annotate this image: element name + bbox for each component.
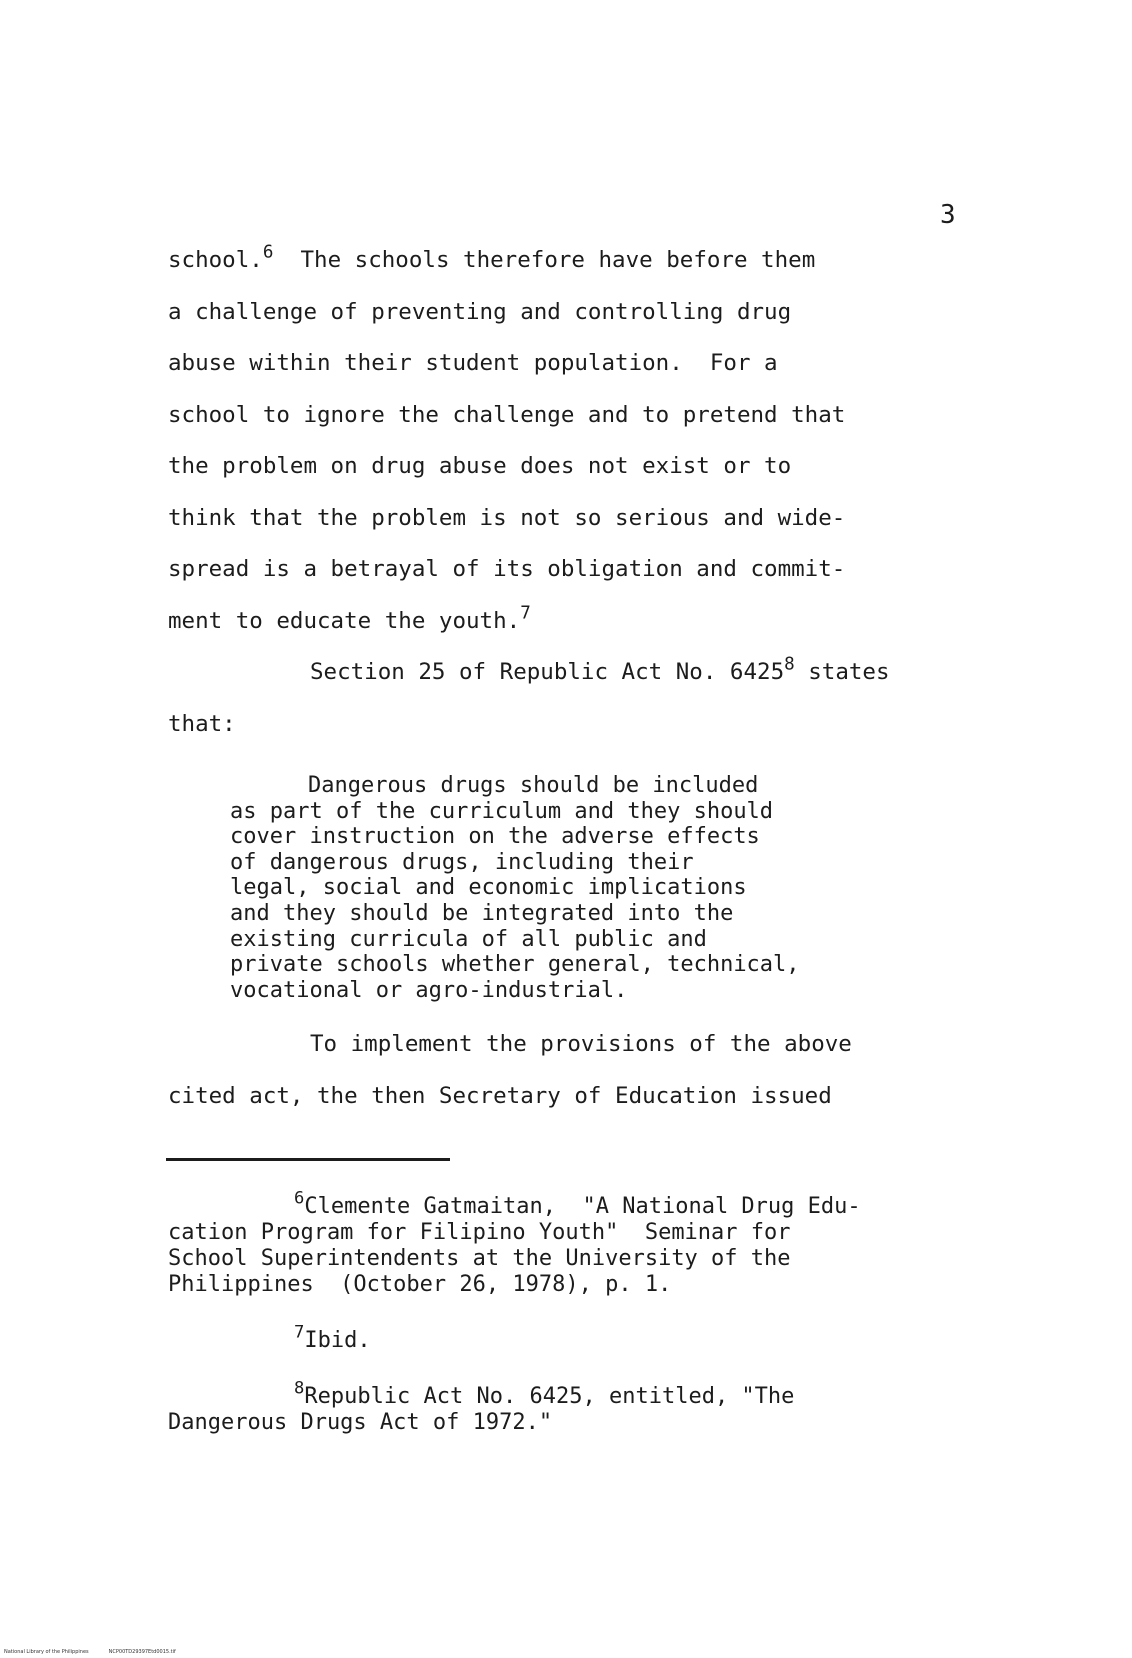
text-line: To implement the provisions of the above (310, 1031, 852, 1057)
quote-line: vocational or agro-industrial. (230, 977, 628, 1003)
footnote-ref-8: 8 (784, 654, 795, 675)
footnotes (168, 1188, 1008, 1466)
footnote-marker: 8 (294, 1378, 305, 1399)
text-line (168, 604, 1048, 656)
text-span: Ibid. (304, 1328, 371, 1353)
footnote-ref-7: 7 (520, 602, 531, 623)
quote-line: cover instruction on the adverse effects (230, 824, 760, 850)
quote-line: as part of the curriculum and they should (230, 798, 774, 824)
footnote-8 (168, 1378, 1008, 1436)
page-number: 3 (940, 200, 956, 230)
quote-line: of dangerous drugs, including their (230, 849, 694, 875)
footnote-7 (168, 1322, 1008, 1354)
quote-line: Dangerous drugs should be included (308, 773, 759, 798)
footnote-line: cation Program for Filipino Youth" Seminar for (168, 1220, 791, 1245)
text-span: The schools therefore have before them (273, 247, 816, 273)
block-quote (230, 773, 990, 1003)
footnote-line (168, 1188, 1008, 1220)
paragraph-1 (168, 243, 1048, 758)
footnote-divider (166, 1158, 450, 1161)
text-span: states (794, 659, 890, 685)
text-line (168, 243, 1048, 295)
text-line: spread is a betrayal of its obligation and commit- (168, 556, 846, 582)
paragraph-3 (168, 1027, 1048, 1130)
quote-line: and they should be integrated into the (230, 900, 734, 926)
text-line: that: (168, 710, 236, 737)
text-span: ment to educate the youth. (168, 607, 521, 634)
text-line: school to ignore the challenge and to pretend that (168, 401, 846, 428)
footnote-line: School Superintendents at the University of the (168, 1246, 791, 1271)
footnote-marker: 6 (294, 1188, 305, 1209)
text-span: Republic Act No. 6425, entitled, "The (304, 1384, 795, 1409)
text-line: a challenge of preventing and controlling drug (168, 298, 792, 325)
text-line (168, 655, 1048, 707)
text-line: think that the problem is not so serious and wide- (168, 504, 846, 531)
quote-line: existing curricula of all public and (230, 926, 707, 952)
footnote-line: Dangerous Drugs Act of 1972." (168, 1410, 553, 1435)
text-line: the problem on drug abuse does not exist or to (168, 453, 792, 479)
footnote-line (168, 1378, 1008, 1410)
footnote-6 (168, 1188, 1008, 1298)
footnote-marker: 7 (294, 1322, 305, 1343)
footnote-line: Philippines (October 26, 1978), p. 1. (168, 1272, 672, 1297)
file-id: NCP00TD29397Etd0015.tif (108, 1649, 176, 1655)
scan-footer (4, 1649, 196, 1655)
text-line: cited act, the then Secretary of Education issued (168, 1082, 832, 1109)
text-span: Section 25 of Republic Act No. 6425 (310, 659, 785, 685)
text-line: abuse within their student population. For a (168, 350, 778, 376)
text-span: Clemente Gatmaitan, "A National Drug Edu- (304, 1194, 861, 1219)
footnote-line (168, 1322, 1008, 1354)
text-span: school. (168, 247, 263, 273)
quote-line: private schools whether general, technical, (230, 952, 800, 978)
library-credit: National Library of the Philippines (4, 1649, 89, 1655)
footnote-ref-6: 6 (262, 242, 274, 263)
quote-line: legal, social and economic implications (230, 875, 747, 901)
